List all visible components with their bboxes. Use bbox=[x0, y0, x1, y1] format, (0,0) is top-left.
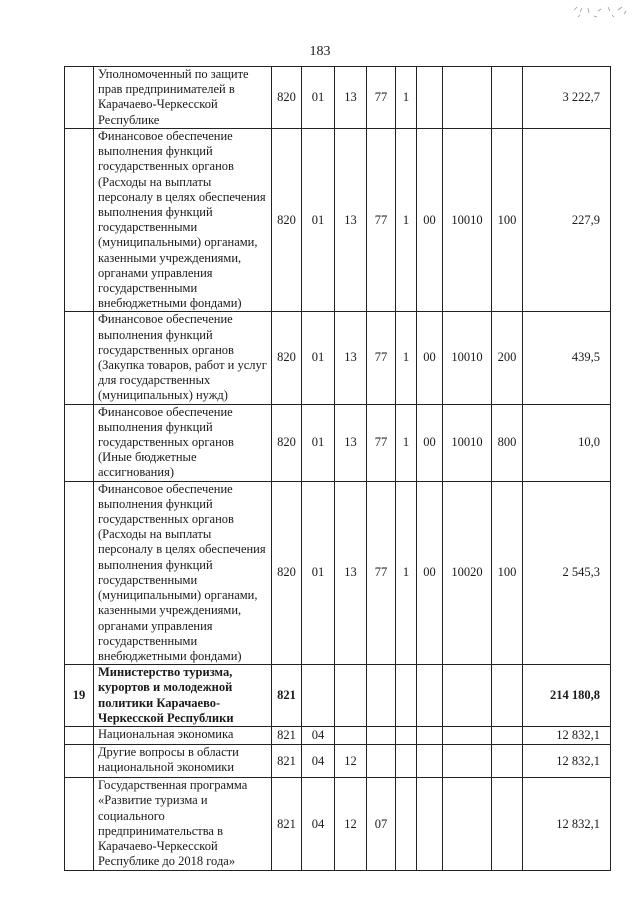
direction-code: 10010 bbox=[443, 404, 492, 481]
subprogram-code: 1 bbox=[396, 129, 417, 312]
subprogram-code bbox=[396, 778, 417, 871]
ministry-code: 820 bbox=[272, 67, 302, 129]
section-code: 01 bbox=[302, 129, 335, 312]
ministry-code: 821 bbox=[272, 665, 302, 727]
table-row bbox=[65, 665, 611, 727]
main-activity-code bbox=[417, 778, 443, 871]
table-row bbox=[65, 481, 611, 664]
row-description: Финансовое обеспечение выполнения функций государственных органов (Расходы на выплаты персоналу в целях обеспечения выполнения функций государственными (муниципальными) органами, казенными учреждениями, органами управления государственными внебюджетными фондами) bbox=[94, 129, 272, 312]
subprogram-code bbox=[396, 745, 417, 778]
row-description: Государственная программа «Развитие туризма и социального предпринимательства в Карачаево-Черкесской Республике до 2018 года» bbox=[94, 778, 272, 871]
direction-code bbox=[443, 745, 492, 778]
subprogram-code bbox=[396, 727, 417, 745]
table-row bbox=[65, 727, 611, 745]
expense-type-code bbox=[492, 745, 523, 778]
ministry-code: 821 bbox=[272, 727, 302, 745]
expense-type-code bbox=[492, 778, 523, 871]
section-code: 01 bbox=[302, 404, 335, 481]
row-number bbox=[65, 312, 94, 404]
row-description: Финансовое обеспечение выполнения функций государственных органов (Закупка товаров, работ и услуг для государственных (муниципальных) нужд) bbox=[94, 312, 272, 404]
row-number bbox=[65, 481, 94, 664]
section-code: 01 bbox=[302, 312, 335, 404]
table-row bbox=[65, 129, 611, 312]
row-number bbox=[65, 67, 94, 129]
main-activity-code: 00 bbox=[417, 129, 443, 312]
ministry-code: 820 bbox=[272, 312, 302, 404]
ministry-code: 820 bbox=[272, 129, 302, 312]
main-activity-code bbox=[417, 727, 443, 745]
section-code: 01 bbox=[302, 67, 335, 129]
section-code: 04 bbox=[302, 745, 335, 778]
subprogram-code: 1 bbox=[396, 67, 417, 129]
program-code: 77 bbox=[367, 404, 396, 481]
program-code: 77 bbox=[367, 129, 396, 312]
expense-type-code: 100 bbox=[492, 129, 523, 312]
subsection-code: 12 bbox=[335, 778, 367, 871]
program-code bbox=[367, 727, 396, 745]
amount: 10,0 bbox=[523, 404, 611, 481]
subprogram-code: 1 bbox=[396, 404, 417, 481]
program-code: 77 bbox=[367, 312, 396, 404]
amount: 12 832,1 bbox=[523, 745, 611, 778]
row-number bbox=[65, 745, 94, 778]
subprogram-code bbox=[396, 665, 417, 727]
program-code bbox=[367, 745, 396, 778]
amount: 3 222,7 bbox=[523, 67, 611, 129]
subsection-code: 12 bbox=[335, 745, 367, 778]
program-code: 77 bbox=[367, 67, 396, 129]
row-number bbox=[65, 129, 94, 312]
subsection-code bbox=[335, 665, 367, 727]
amount: 439,5 bbox=[523, 312, 611, 404]
direction-code bbox=[443, 778, 492, 871]
row-description: Национальная экономика bbox=[94, 727, 272, 745]
subsection-code: 13 bbox=[335, 67, 367, 129]
subsection-code: 13 bbox=[335, 129, 367, 312]
section-code: 01 bbox=[302, 481, 335, 664]
table-row bbox=[65, 67, 611, 129]
direction-code: 10010 bbox=[443, 129, 492, 312]
table-row bbox=[65, 778, 611, 871]
direction-code bbox=[443, 665, 492, 727]
row-description: Уполномоченный по защите прав предпринимателей в Карачаево-Черкесской Республике bbox=[94, 67, 272, 129]
expense-type-code: 200 bbox=[492, 312, 523, 404]
page-number: 183 bbox=[309, 44, 331, 59]
section-code: 04 bbox=[302, 778, 335, 871]
main-activity-code bbox=[417, 67, 443, 129]
expense-type-code: 100 bbox=[492, 481, 523, 664]
scan-noise-mark bbox=[568, 2, 632, 22]
direction-code: 10020 bbox=[443, 481, 492, 664]
row-description: Финансовое обеспечение выполнения функций государственных органов (Иные бюджетные ассигнования) bbox=[94, 404, 272, 481]
direction-code bbox=[443, 727, 492, 745]
program-code bbox=[367, 665, 396, 727]
expense-type-code: 800 bbox=[492, 404, 523, 481]
table-row bbox=[65, 404, 611, 481]
subprogram-code: 1 bbox=[396, 312, 417, 404]
amount: 12 832,1 bbox=[523, 727, 611, 745]
ministry-code: 821 bbox=[272, 778, 302, 871]
row-number bbox=[65, 727, 94, 745]
amount: 12 832,1 bbox=[523, 778, 611, 871]
section-code: 04 bbox=[302, 727, 335, 745]
direction-code bbox=[443, 67, 492, 129]
subsection-code: 13 bbox=[335, 312, 367, 404]
subsection-code: 13 bbox=[335, 404, 367, 481]
section-code bbox=[302, 665, 335, 727]
table-row bbox=[65, 745, 611, 778]
subsection-code bbox=[335, 727, 367, 745]
row-number: 19 bbox=[65, 665, 94, 727]
main-activity-code: 00 bbox=[417, 312, 443, 404]
direction-code: 10010 bbox=[443, 312, 492, 404]
budget-table bbox=[64, 66, 611, 871]
expense-type-code bbox=[492, 727, 523, 745]
row-description: Министерство туризма, курортов и молодежной политики Карачаево-Черкесской Республики bbox=[94, 665, 272, 727]
amount: 214 180,8 bbox=[523, 665, 611, 727]
row-description: Финансовое обеспечение выполнения функций государственных органов (Расходы на выплаты персоналу в целях обеспечения выполнения функций государственными (муниципальными) органами, казенными учреждениями, органами управления государственными внебюджетными фондами) bbox=[94, 481, 272, 664]
row-description: Другие вопросы в области национальной экономики bbox=[94, 745, 272, 778]
row-number bbox=[65, 778, 94, 871]
main-activity-code bbox=[417, 745, 443, 778]
program-code: 07 bbox=[367, 778, 396, 871]
main-activity-code: 00 bbox=[417, 481, 443, 664]
expense-type-code bbox=[492, 67, 523, 129]
amount: 227,9 bbox=[523, 129, 611, 312]
main-activity-code bbox=[417, 665, 443, 727]
table-row bbox=[65, 312, 611, 404]
program-code: 77 bbox=[367, 481, 396, 664]
ministry-code: 820 bbox=[272, 404, 302, 481]
row-number bbox=[65, 404, 94, 481]
ministry-code: 821 bbox=[272, 745, 302, 778]
ministry-code: 820 bbox=[272, 481, 302, 664]
amount: 2 545,3 bbox=[523, 481, 611, 664]
expense-type-code bbox=[492, 665, 523, 727]
subprogram-code: 1 bbox=[396, 481, 417, 664]
subsection-code: 13 bbox=[335, 481, 367, 664]
main-activity-code: 00 bbox=[417, 404, 443, 481]
